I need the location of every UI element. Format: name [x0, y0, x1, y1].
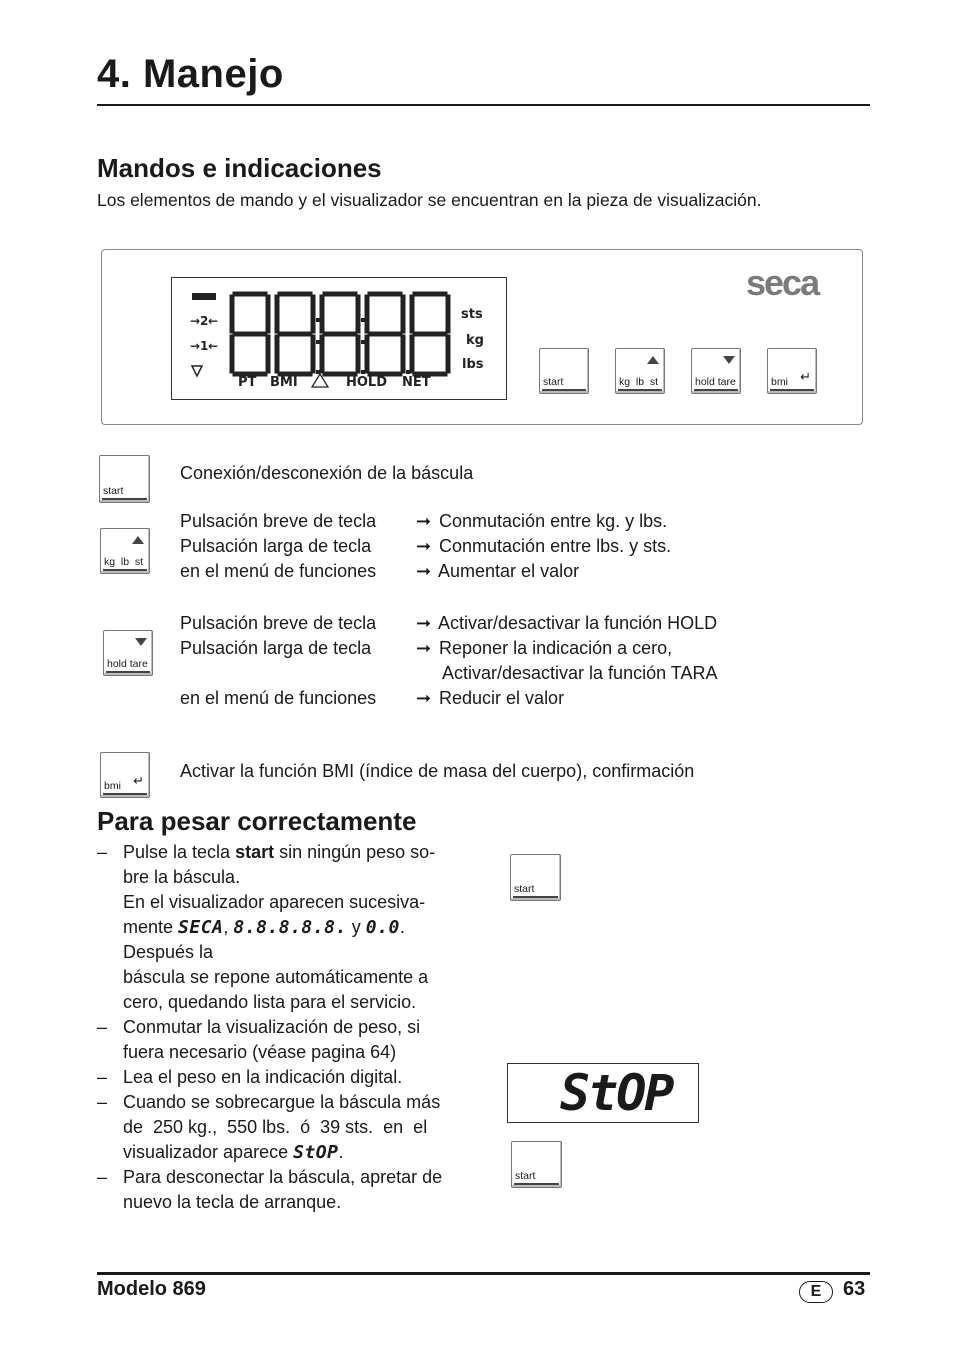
key-label: start	[514, 883, 535, 895]
battery-icon	[192, 293, 216, 300]
hold-row-3-right: ➞ Reducir el valor	[416, 686, 564, 711]
list-item: – Pulse la tecla start sin ningún peso so- bre la báscula. En el visualizador aparecen sucesiva- mente SECA, 8.8.8.8.8. y 0.0. Después la báscula se repone automáticamente a cero, quedando lista para el servicio.	[97, 842, 436, 1012]
section-heading-controls: Mandos e indicaciones	[97, 153, 382, 183]
hold-row-1-right: ➞ Reponer la indicación a cero,	[416, 636, 672, 661]
panel-bmi-key[interactable]	[767, 348, 817, 394]
list-item: – Para desconectar la báscula, apretar de nuevo la tecla de arranque.	[97, 1167, 443, 1212]
start-key-step5[interactable]	[511, 1141, 562, 1188]
plug-icon	[192, 366, 202, 376]
start-key-step1[interactable]	[510, 854, 561, 901]
lcd-side-1: 1	[200, 339, 209, 353]
stop-display-text: StOP	[560, 1064, 673, 1122]
bmi-description: Activar la función BMI (índice de masa del cuerpo), confirmación	[180, 761, 695, 781]
list-item: – Cuando se sobrecargue la báscula más de 250 kg., 550 lbs. ó 39 sts. en el visualizador aparece StOP.	[97, 1092, 441, 1163]
unit-key[interactable]	[100, 528, 150, 574]
footer-model: Modelo 869	[97, 1278, 206, 1300]
unit-row-1-right: ➞ Conmutación entre lbs. y sts.	[416, 534, 671, 559]
hold-row-2-right: Activar/desactivar la función TARA	[442, 663, 718, 683]
triangle-down-icon	[723, 356, 735, 364]
page-number: 63	[843, 1278, 866, 1300]
footer-rule	[97, 1272, 870, 1275]
seca-logo: seca	[746, 262, 819, 303]
lcd-unit-sts: sts	[461, 307, 483, 322]
svg-text:←: ←	[208, 339, 219, 353]
arrow-right-icon: ➞	[416, 561, 432, 581]
hold-row-0-right: ➞ Activar/desactivar la función HOLD	[416, 611, 717, 636]
bmi-key[interactable]	[100, 752, 150, 798]
list-item: – Conmutar la visualización de peso, si fuera necesario (véase pagina 64)	[97, 1017, 421, 1062]
hold-row-3-left: en el menú de funciones	[180, 688, 377, 708]
unit-row-0-left: Pulsación breve de tecla	[180, 511, 377, 531]
lcd-ind-hold: HOLD	[346, 375, 388, 390]
arrow-right-icon: ➞	[416, 688, 432, 708]
language-badge: E	[799, 1281, 833, 1303]
start-description: Conexión/desconexión de la báscula	[180, 463, 474, 483]
lcd-unit-kg: kg	[466, 333, 484, 348]
lcd-digits	[232, 294, 448, 374]
unit-row-2-left: en el menú de funciones	[180, 561, 377, 581]
weighing-instructions	[97, 840, 469, 1215]
section-intro: Los elementos de mando y el visualizador se encuentran en la pieza de visualización.	[97, 190, 762, 210]
key-label: kg lb st	[619, 376, 659, 388]
unit-row-2-right: ➞ Aumentar el valor	[416, 559, 579, 584]
key-label: hold tare	[107, 658, 148, 670]
key-label: hold tare	[695, 376, 736, 388]
enter-icon: ↵	[800, 369, 811, 384]
arrow-right-icon: ➞	[416, 536, 432, 556]
start-key[interactable]	[99, 455, 150, 503]
arrow-right-icon: ➞	[416, 638, 432, 658]
lcd-side-2: 2	[200, 314, 209, 328]
unit-row-1-left: Pulsación larga de tecla	[180, 536, 372, 556]
lcd-unit-lbs: lbs	[462, 357, 484, 372]
triangle-down-icon	[135, 638, 147, 646]
title-rule	[97, 104, 870, 106]
lcd-ind-bmi: BMI	[270, 375, 298, 390]
key-label: start	[543, 376, 564, 388]
svg-text:→: →	[190, 314, 201, 328]
lcd-segments	[172, 278, 506, 399]
hold-key[interactable]	[103, 630, 153, 676]
panel-unit-key[interactable]	[615, 348, 665, 394]
key-label: bmi	[771, 376, 788, 388]
lcd-display	[171, 277, 507, 400]
lcd-ind-pt: PT	[238, 375, 257, 390]
arrow-right-icon: ➞	[416, 613, 432, 633]
hold-row-1-left: Pulsación larga de tecla	[180, 638, 372, 658]
svg-text:→: →	[190, 339, 201, 353]
triangle-up-icon	[647, 356, 659, 364]
key-label: start	[103, 485, 124, 497]
unit-row-0-right: ➞ Conmutación entre kg. y lbs.	[416, 509, 667, 534]
enter-icon: ↵	[133, 773, 144, 788]
section-heading-weighing: Para pesar correctamente	[97, 806, 417, 836]
triangle-up-icon	[132, 536, 144, 544]
list-item: – Lea el peso en la indicación digital.	[97, 1067, 403, 1087]
page-title: 4. Manejo	[97, 52, 284, 96]
panel-hold-key[interactable]	[691, 348, 741, 394]
svg-text:←: ←	[208, 314, 219, 328]
key-label: bmi	[104, 780, 121, 792]
key-label: start	[515, 1170, 536, 1182]
panel-start-key[interactable]	[539, 348, 589, 394]
key-label: kg lb st	[104, 556, 144, 568]
lcd-ind-net: NET	[402, 375, 431, 390]
hold-row-0-left: Pulsación breve de tecla	[180, 613, 377, 633]
arrow-right-icon: ➞	[416, 511, 432, 531]
